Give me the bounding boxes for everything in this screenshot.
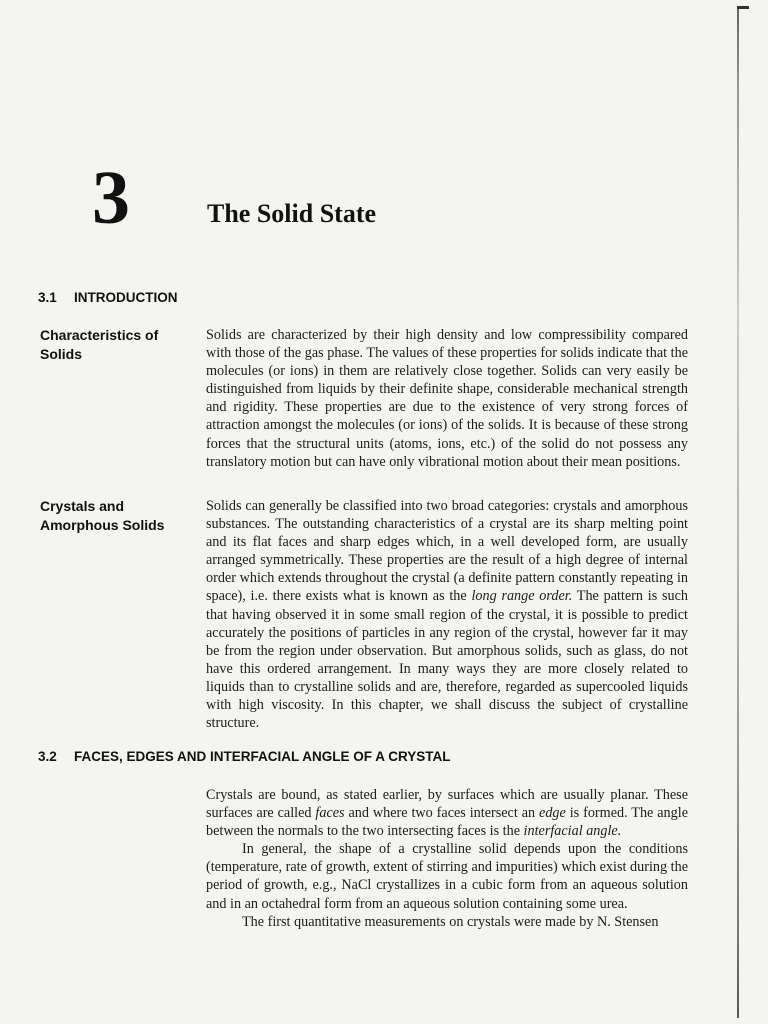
paragraph-faces-1 [206, 786, 688, 840]
emphasis-edge: edge [539, 805, 566, 822]
emphasis-interfacial-angle: interfacial angle. [523, 823, 622, 840]
paragraph-text: The first quantitative measurements on crystals were made by N. Stensen [242, 913, 659, 930]
section-heading-3-1 [38, 290, 178, 305]
page-binding-mark [737, 6, 749, 9]
section-title: FACES, EDGES AND INTERFACIAL ANGLE OF A CRYSTAL [74, 749, 451, 764]
chapter-title: The Solid State [207, 199, 377, 228]
paragraph-text: In general, the shape of a crystalline solid depends upon the conditions (temperature, rate of growth, extent of stirring and impurities) which exist during the period of growth, e.g., NaCl crystallizes in a cubic form from an aqueous solution and in an octahedral form from an aqueous solution containing some urea. [206, 841, 688, 912]
page-binding-edge [737, 6, 739, 1018]
paragraph-characteristics: Solids are characterized by their high density and low compressibility compared with those of the gas phase. The values of these properties for solids indicate that the molecules (or ions) in them are relatively close together. Solids can very easily be distinguished from liquids by their definite shape, considerable mechanical strength and rigidity. These properties are due to the existence of very strong forces of attraction amongst the molecules (or ions) of the solids. It is because of these strong forces that the structural units (atoms, ions, etc.) of the solid do not possess any translatory motion but can have only vibrational motion about their mean positions. [206, 327, 688, 470]
paragraph-text: The pattern is such that having observed it in some small region of the crystal, it is possible to predict accurately the positions of particles in any region of the crystal, however far it may be from the region under observation. But amorphous solids, such as glass, do not have this ordered arrangement. In many ways they are more closely related to liquids than to crystalline solids and are, therefore, regarded as supercooled liquids with high viscosity. In this chapter, we shall discuss the subject of crystalline structure. [206, 588, 688, 732]
section-number: 3.1 [38, 290, 57, 305]
paragraph-text: is formed. The angle between the normals to the two intersecting faces is the [206, 805, 688, 840]
paragraph-crystals [206, 497, 688, 732]
paragraph-faces-3 [206, 913, 688, 931]
emphasis-long-range-order: long range order. [471, 588, 573, 605]
side-heading-crystals: Crystals and Amorphous Solids [40, 498, 165, 533]
paragraph-text: and where two faces intersect an [344, 805, 540, 822]
paragraph-text: Crystals are bound, as stated earlier, by surfaces which are usually planar. These surfaces are called [206, 787, 688, 822]
side-heading-characteristics: Characteristics of Solids [40, 327, 159, 362]
section-title: INTRODUCTION [74, 290, 178, 305]
section-number: 3.2 [38, 749, 57, 764]
paragraph-text: Solids can generally be classified into two broad categories: crystals and amorphous substances. The outstanding characteristics of a crystal are its sharp melting point and its flat faces and sharp edges which, in a well developed form, are usually arranged symmetrically. These properties are the result of a high degree of internal order which extends throughout the crystal (a definite pattern constantly repeating in space), i.e. there exists what is known as the [206, 498, 688, 605]
paragraph-faces-2 [206, 840, 688, 912]
emphasis-faces: faces [315, 805, 345, 822]
section-heading-3-2 [38, 749, 451, 764]
chapter-number: 3 [92, 156, 130, 240]
paragraph-faces-edges [206, 786, 688, 931]
